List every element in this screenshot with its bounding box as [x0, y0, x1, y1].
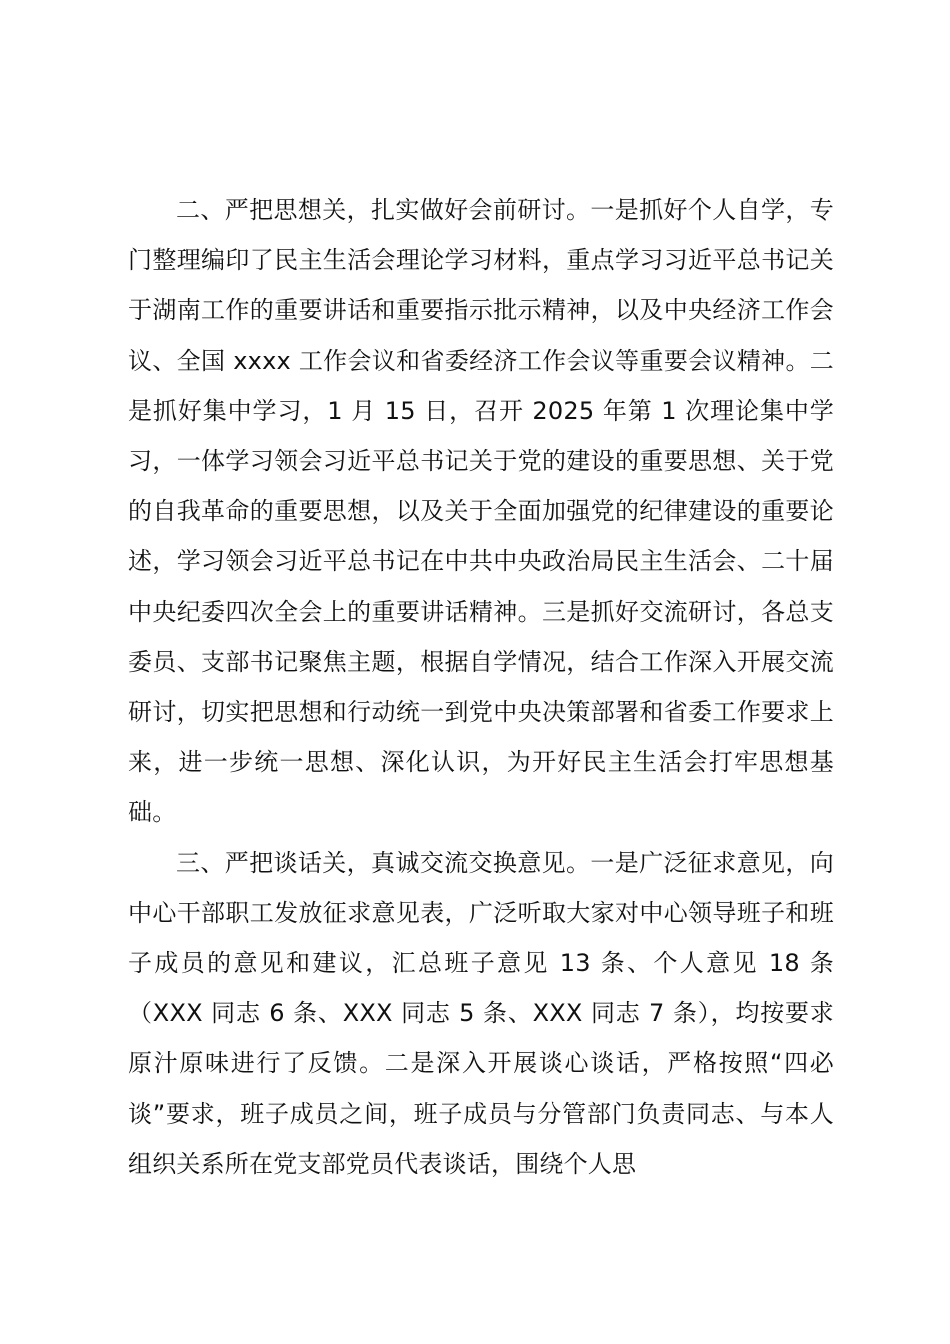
document-body	[128, 185, 834, 1189]
paragraph-section-three: 三、严把谈话关，真诚交流交换意见。一是广泛征求意见，向中心干部职工发放征求意见表，广泛听取大家对中心领导班子和班子成员的意见和建议，汇总班子意见 13 条、个人意见 18 条（XXX 同志 6 条、XXX 同志 5 条、XXX 同志 7 条），均按要求原汁原味进行了反馈。二是深入开展谈心谈话，严格按照“四必谈”要求，班子成员之间，班子成员与分管部门负责同志、与本人组织关系所在党支部党员代表谈话，围绕个人思	[128, 848, 834, 1178]
paragraph-section-two: 二、严把思想关，扎实做好会前研讨。一是抓好个人自学，专门整理编印了民主生活会理论学习材料，重点学习习近平总书记关于湖南工作的重要讲话和重要指示批示精神，以及中央经济工作会议、全国 xxxx 工作会议和省委经济工作会议等重要会议精神。二是抓好集中学习，1 月 15 日，召开 2025 年第 1 次理论集中学习，一体学习领会习近平总书记关于党的建设的重要思想、关于党的自我革命的重要思想，以及关于全面加强党的纪律建设的重要论述，学习领会习近平总书记在中共中央政治局民主生活会、二十届中央纪委四次全会上的重要讲话精神。三是抓好交流研讨，各总支委员、支部书记聚焦主题，根据自学情况，结合工作深入开展交流研讨，切实把思想和行动统一到党中央决策部署和省委工作要求上来，进一步统一思想、深化认识，为开好民主生活会打牢思想基础。	[128, 196, 834, 827]
